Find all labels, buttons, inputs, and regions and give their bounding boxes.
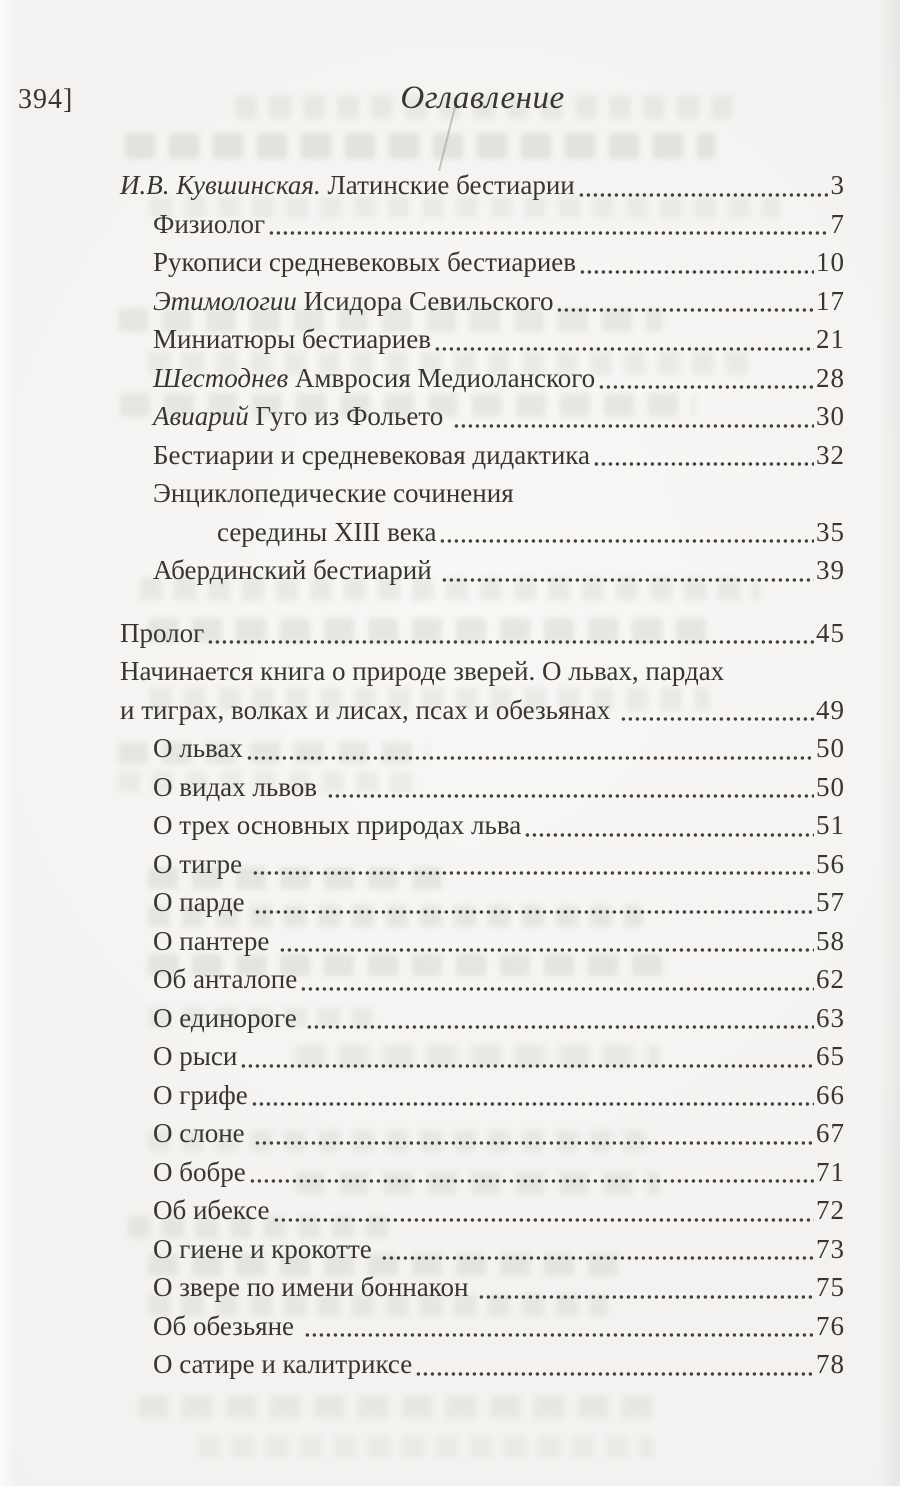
dot-leader — [479, 1291, 814, 1303]
table-of-contents — [120, 166, 845, 1384]
toc-entry — [120, 243, 845, 282]
toc-entry — [120, 768, 845, 807]
toc-entry-page: 28 — [816, 362, 845, 393]
toc-entry-page: 7 — [830, 208, 845, 239]
toc-entry — [120, 614, 845, 653]
toc-entry-title: О тигре — [153, 848, 249, 879]
toc-entry — [120, 1345, 845, 1384]
toc-entry — [120, 436, 845, 475]
toc-entry-page: 17 — [816, 285, 845, 316]
dot-leader — [253, 867, 814, 879]
ghost-showthrough-stripe — [198, 1436, 653, 1458]
toc-entry — [120, 320, 845, 359]
toc-entry — [120, 1153, 845, 1192]
toc-entry-page: 51 — [816, 810, 845, 840]
dot-leader — [280, 944, 814, 956]
dot-leader — [594, 458, 814, 470]
toc-entry-title: О парде — [153, 887, 252, 917]
dot-leader — [382, 1252, 814, 1264]
toc-entry-page: 73 — [816, 1233, 845, 1264]
toc-entry-title: О видах львов — [153, 771, 324, 802]
toc-entry — [120, 474, 845, 513]
toc-entry-title: О трех основных природах льва — [153, 810, 522, 840]
toc-entry-page: 76 — [816, 1310, 845, 1341]
toc-entry-page: 57 — [816, 887, 845, 917]
toc-entry-page: 62 — [816, 964, 845, 994]
dot-leader — [599, 381, 814, 393]
toc-entry-page: 35 — [816, 516, 845, 547]
toc-entry-page: 32 — [816, 439, 845, 470]
toc-entry-page: 67 — [816, 1118, 845, 1148]
toc-entry-page: 50 — [816, 771, 845, 802]
toc-entry — [120, 1114, 845, 1153]
toc-entry-title: Об обезьяне — [153, 1310, 301, 1341]
dot-leader — [328, 790, 814, 802]
toc-entry-page: 45 — [816, 617, 845, 648]
toc-entry — [120, 883, 845, 922]
dot-leader — [247, 752, 814, 764]
toc-entry-title: Абердинский бестиарий — [153, 555, 439, 585]
toc-entry — [120, 691, 845, 730]
toc-entry-page: 63 — [816, 1002, 845, 1033]
dot-leader — [274, 1214, 814, 1226]
toc-entry — [120, 359, 845, 398]
toc-entry — [120, 729, 845, 768]
dot-leader — [440, 535, 814, 547]
toc-entry-title: середины XIII века — [217, 516, 437, 547]
toc-entry — [120, 922, 845, 961]
toc-entry — [120, 1230, 845, 1269]
toc-entry — [120, 282, 845, 321]
toc-entry-title: Начинается книга о природе зверей. О львах, пардах — [120, 656, 725, 686]
toc-entry-title: Об ибексе — [153, 1195, 270, 1225]
ghost-showthrough-stripe — [138, 1396, 658, 1418]
toc-entry — [120, 1307, 845, 1346]
toc-entry-page: 71 — [816, 1156, 845, 1187]
toc-entry — [120, 513, 845, 552]
toc-entry-page: 58 — [816, 925, 845, 956]
toc-entry-page: 10 — [816, 247, 845, 277]
toc-entry-title: О бобре — [153, 1156, 246, 1187]
toc-entry-page: 50 — [816, 733, 845, 763]
toc-entry-page: 65 — [816, 1041, 845, 1071]
dot-leader — [435, 343, 814, 355]
ghost-showthrough-stripe — [125, 133, 715, 159]
toc-entry-page: 75 — [816, 1272, 845, 1302]
toc-entry — [120, 1076, 845, 1115]
toc-entry-title: Бестиарии и средневековая дидактика — [153, 439, 590, 470]
toc-entry-title: О слоне — [153, 1118, 252, 1148]
toc-entry — [120, 845, 845, 884]
toc-entry-title: О единороге — [153, 1002, 304, 1033]
toc-entry — [120, 806, 845, 845]
toc-entry-title: Физиолог — [153, 208, 266, 239]
toc-entry-title: Авиарий Гуго из Фольето — [153, 401, 451, 431]
toc-entry-page: 56 — [816, 848, 845, 879]
toc-entry-title: О львах — [153, 733, 243, 763]
toc-entry-title: Пролог — [120, 617, 205, 648]
toc-entry — [120, 960, 845, 999]
toc-entry — [120, 652, 845, 691]
dot-leader — [269, 227, 828, 239]
toc-entry-title: Энциклопедические сочинения — [153, 478, 514, 508]
toc-entry-page: 72 — [816, 1195, 845, 1225]
toc-entry — [120, 551, 845, 590]
toc-entry-title: О сатире и калитриксе — [153, 1349, 413, 1379]
dot-leader — [208, 636, 814, 648]
folio-page-number: 394] — [18, 84, 74, 115]
dot-leader — [621, 713, 814, 725]
toc-entry — [120, 205, 845, 244]
dot-leader — [252, 1098, 814, 1110]
page-title: Оглавление — [400, 80, 565, 116]
dot-leader — [580, 266, 814, 278]
toc-entry-title: и тиграх, волках и лисах, псах и обезьянах — [120, 694, 618, 725]
dot-leader — [241, 1060, 814, 1072]
toc-entry-page: 30 — [816, 401, 845, 431]
toc-entry — [120, 1191, 845, 1230]
dot-leader — [442, 574, 814, 586]
toc-entry-title: Рукописи средневековых бестиариев — [153, 247, 577, 277]
toc-entry-title: О пантере — [153, 925, 277, 956]
toc-entry — [120, 999, 845, 1038]
toc-entry-page: 66 — [816, 1079, 845, 1110]
dot-leader — [454, 420, 814, 432]
toc-entry-page: 21 — [816, 324, 845, 354]
dot-leader — [307, 1021, 814, 1033]
dot-leader — [557, 304, 814, 316]
toc-entry-page: 49 — [816, 694, 845, 725]
toc-entry — [120, 1037, 845, 1076]
dot-leader — [250, 1175, 814, 1187]
toc-entry — [120, 1268, 845, 1307]
dot-leader — [255, 906, 814, 918]
toc-entry — [120, 166, 845, 205]
toc-entry-page: 39 — [816, 555, 845, 585]
dot-leader — [525, 829, 814, 841]
toc-entry-title: Миниатюры бестиариев — [153, 324, 431, 354]
toc-entry-title: О звере по имени боннакон — [153, 1272, 476, 1302]
dot-leader — [416, 1368, 814, 1380]
toc-entry-page: 3 — [830, 170, 845, 200]
toc-entry-title: Этимологии Исидора Севильского — [153, 285, 554, 316]
dot-leader — [255, 1137, 814, 1149]
dot-leader — [305, 1329, 814, 1341]
toc-entry-title: И.В. Кувшинская. Латинские бестиарии — [120, 170, 575, 200]
toc-entry-title: О рыси — [153, 1041, 238, 1071]
toc-entry — [120, 397, 845, 436]
toc-entry-page: 78 — [816, 1349, 845, 1379]
dot-leader — [301, 983, 814, 995]
dot-leader — [579, 189, 829, 201]
toc-entry-title: Об анталопе — [153, 964, 298, 994]
toc-entry-title: О грифе — [153, 1079, 248, 1110]
toc-entry-title: О гиене и крокотте — [153, 1233, 379, 1264]
toc-entry-title: Шестоднев Амвросия Медиоланского — [153, 362, 596, 393]
